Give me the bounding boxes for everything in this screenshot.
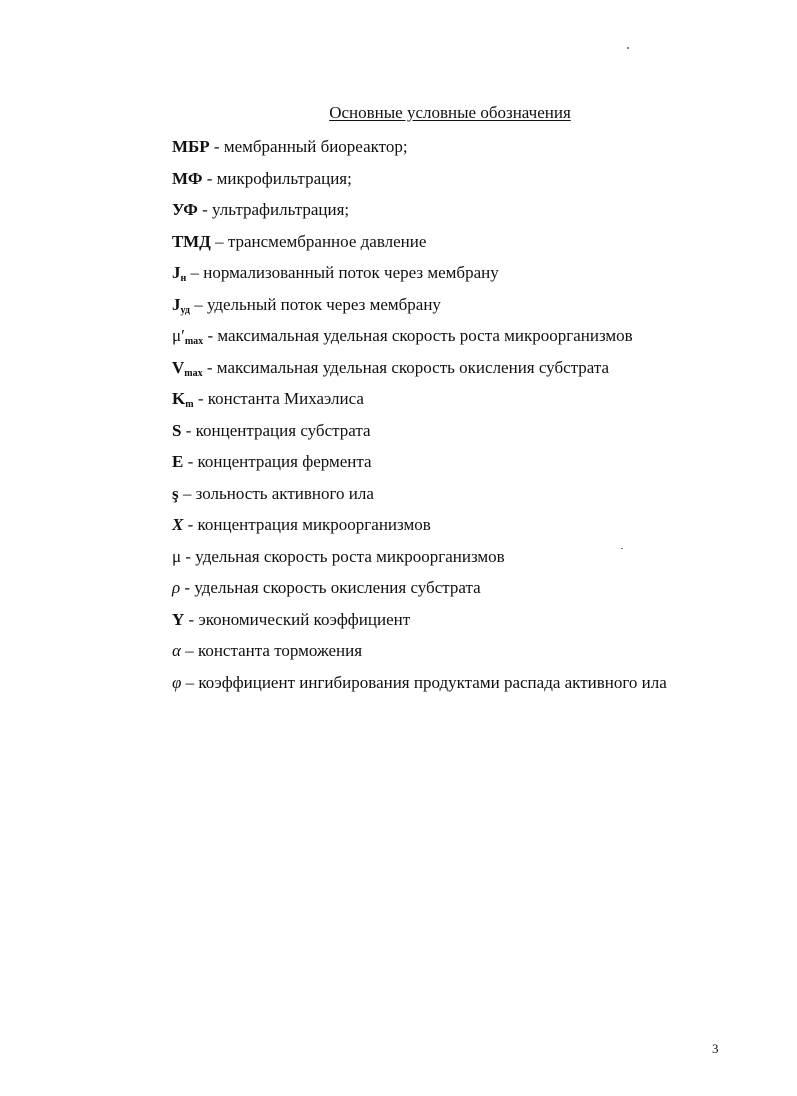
notation-definition: удельная скорость роста микроорганизмов xyxy=(195,546,505,566)
notation-separator: – xyxy=(186,263,204,282)
notation-separator: - xyxy=(203,326,218,345)
list-item xyxy=(172,294,772,326)
notation-separator: - xyxy=(181,546,196,566)
notation-definition: нормализованный поток через мембрану xyxy=(203,263,499,282)
notation-symbol: J xyxy=(172,263,181,282)
notation-definition: трансмембранное давление xyxy=(227,231,427,251)
notation-symbol: S xyxy=(172,420,182,440)
notation-definition: экономический коэффициент xyxy=(198,609,411,629)
notation-subscript: н xyxy=(180,273,187,284)
notation-separator: – xyxy=(189,294,207,314)
notation-separator: - xyxy=(181,420,196,440)
notation-separator: - xyxy=(184,609,199,629)
notation-separator: – xyxy=(180,641,198,660)
notation-symbol: μ′ xyxy=(172,326,185,345)
notation-symbol: E xyxy=(172,452,184,471)
notation-definition: мембранный биореактор; xyxy=(223,137,408,156)
notation-symbol: X xyxy=(172,515,184,534)
list-item xyxy=(172,168,772,200)
notation-separator: – xyxy=(181,672,199,692)
notation-separator: – xyxy=(178,483,196,503)
notation-separator: - xyxy=(180,578,195,597)
list-item xyxy=(172,136,772,168)
notation-definition: микрофильтрация; xyxy=(216,168,352,188)
list-item xyxy=(172,325,772,357)
notation-symbol: μ xyxy=(172,546,182,566)
notation-definition: удельная скорость окисления субстрата xyxy=(194,578,481,597)
list-item xyxy=(172,577,772,609)
notation-subscript: m xyxy=(185,399,194,410)
notation-definition: коэффициент ингибирования продуктами распада активного ила xyxy=(198,672,667,692)
notation-definition: ультрафильтрация; xyxy=(212,200,350,219)
notation-symbol: УФ xyxy=(172,200,198,219)
notation-definition: удельный поток через мембрану xyxy=(206,294,441,314)
notation-definition: константа Михаэлиса xyxy=(207,389,364,408)
notation-symbol: φ xyxy=(172,672,182,692)
notation-definition: концентрация микроорганизмов xyxy=(197,515,431,534)
list-item xyxy=(172,199,772,231)
notation-definition: концентрация фермента xyxy=(197,452,372,471)
notation-symbol: ρ xyxy=(172,578,181,597)
list-item xyxy=(172,609,772,641)
notation-symbol: ş xyxy=(172,483,179,503)
notation-separator: - xyxy=(209,137,224,156)
scan-speck xyxy=(627,47,629,49)
notation-definition: константа торможения xyxy=(197,641,363,660)
notation-separator: - xyxy=(183,452,198,471)
notation-subscript: max xyxy=(184,336,204,347)
list-item xyxy=(172,262,772,294)
notation-list xyxy=(172,136,772,703)
list-item xyxy=(172,420,772,452)
list-item xyxy=(172,388,772,420)
notation-separator: - xyxy=(202,357,217,377)
notation-symbol: Y xyxy=(172,609,185,629)
notation-symbol: K xyxy=(172,389,186,408)
notation-symbol: МФ xyxy=(172,168,203,188)
notation-symbol: α xyxy=(172,641,181,660)
notation-separator: - xyxy=(197,200,212,219)
notation-symbol: ТМД xyxy=(172,231,211,251)
notation-separator: - xyxy=(193,389,208,408)
list-item xyxy=(172,483,772,515)
list-item xyxy=(172,546,772,578)
notation-definition: максимальная удельная скорость окисления субстрата xyxy=(216,357,610,377)
notation-subscript: уд xyxy=(180,304,190,316)
list-item xyxy=(172,451,772,483)
list-item xyxy=(172,514,772,546)
notation-symbol: J xyxy=(172,294,181,314)
notation-symbol: V xyxy=(172,357,185,377)
notation-definition: максимальная удельная скорость роста микроорганизмов xyxy=(217,326,633,345)
list-item xyxy=(172,357,772,389)
list-item xyxy=(172,640,772,672)
page-title: Основные условные обозначения xyxy=(329,103,571,122)
list-item xyxy=(172,672,772,704)
notation-symbol: МБР xyxy=(172,137,210,156)
list-item xyxy=(172,231,772,263)
notation-separator: - xyxy=(183,515,198,534)
notation-definition: зольность активного ила xyxy=(195,483,374,503)
page-number: 3 xyxy=(712,1041,719,1056)
notation-definition: концентрация субстрата xyxy=(195,420,371,440)
notation-separator: - xyxy=(202,168,217,188)
notation-subscript: max xyxy=(184,367,203,379)
notation-separator: – xyxy=(210,231,228,251)
